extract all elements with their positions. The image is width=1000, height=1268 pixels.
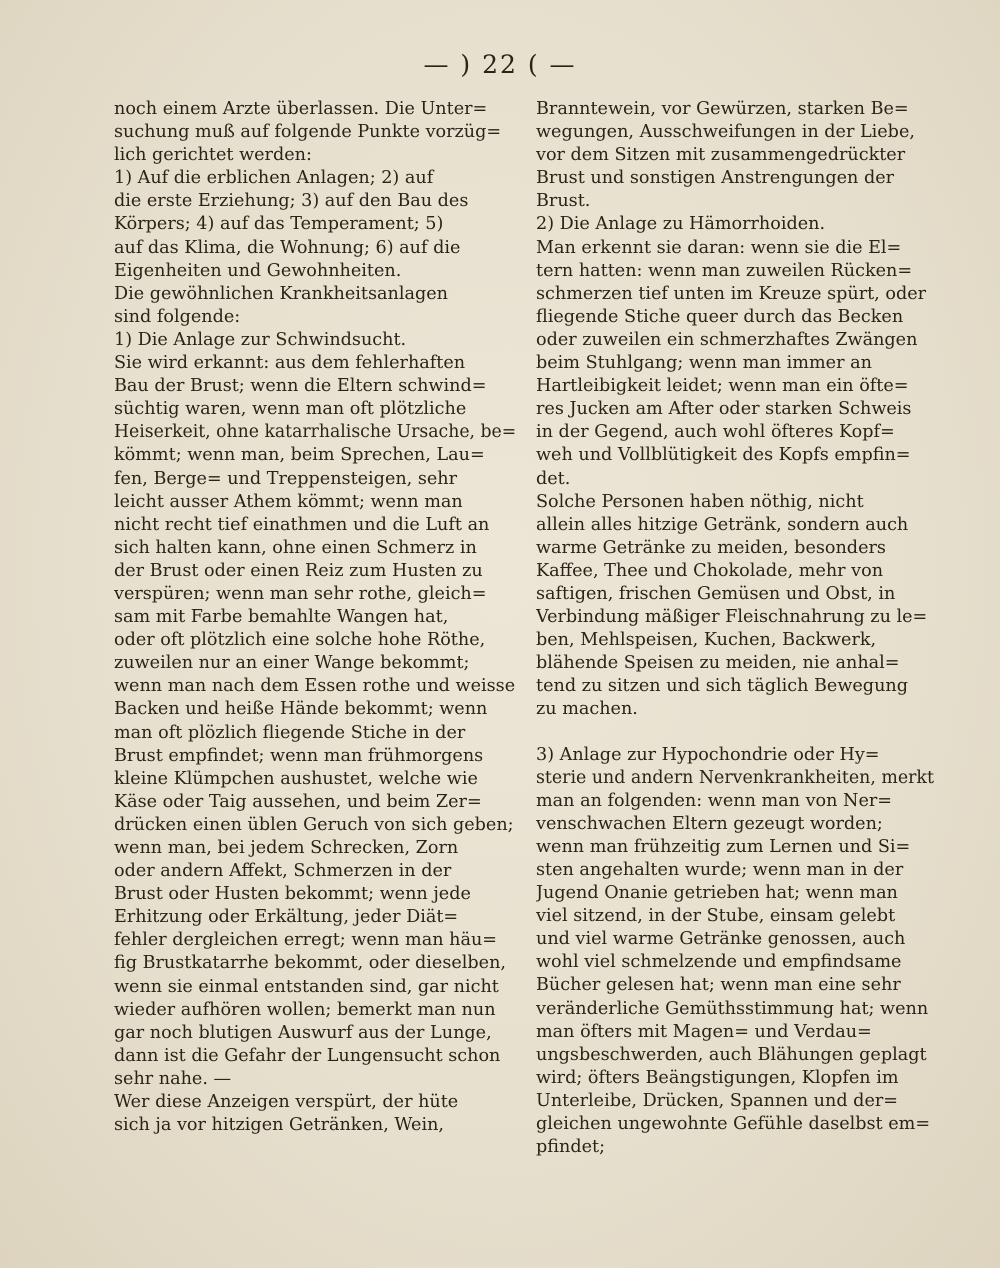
text-line: schmerzen tief unten im Kreuze spürt, oder: [536, 283, 927, 304]
text-line: verspüren; wenn man sehr rothe, gleich=: [114, 583, 487, 604]
text-line: gar noch blutigen Auswurf aus der Lunge,: [114, 1022, 492, 1043]
text-line: Körpers; 4) auf das Temperament; 5): [114, 214, 444, 235]
text-line: allein alles hitzige Getränk, sondern auch: [536, 514, 909, 535]
text-line: nicht recht tief einathmen und die Luft an: [114, 514, 490, 535]
text-line: Die gewöhnlichen Krankheitsanlagen: [114, 283, 448, 304]
text-line: sam mit Farbe bemahlte Wangen hat,: [114, 607, 449, 628]
text-line: kleine Klümpchen aushustet, welche wie: [114, 768, 478, 789]
text-line: zuweilen nur an einer Wange bekommt;: [114, 653, 470, 674]
text-line: lich gerichtet werden:: [114, 145, 312, 166]
text-line: Wer diese Anzeigen verspürt, der hüte: [114, 1092, 459, 1113]
text-line: oder zuweilen ein schmerzhaftes Zwängen: [536, 329, 918, 350]
text-line: in der Gegend, auch wohl öfteres Kopf=: [536, 422, 895, 443]
text-line: tern hatten: wenn man zuweilen Rücken=: [536, 260, 913, 281]
text-line: Brust oder Husten bekommt; wenn jede: [114, 884, 471, 905]
text-line: saftigen, frischen Gemüsen und Obst, in: [536, 583, 896, 604]
text-line: fen, Berge= und Treppensteigen, sehr: [114, 468, 458, 489]
text-line: wird; öfters Beängstigungen, Klopfen im: [536, 1067, 899, 1088]
text-line: Jugend Onanie getrieben hat; wenn man: [536, 883, 898, 904]
text-line: leicht ausser Athem kömmt; wenn man: [114, 491, 463, 512]
text-line: weh und Vollblütigkeit des Kopfs empfin=: [536, 445, 911, 466]
text-line: kömmt; wenn man, beim Sprechen, Lau=: [114, 445, 485, 466]
text-line: Man erkennt sie daran: wenn sie die El=: [536, 237, 902, 258]
text-line: vor dem Sitzen mit zusammengedrückter: [536, 145, 906, 166]
text-line: oder andern Affekt, Schmerzen in der: [114, 861, 452, 882]
text-line: Bücher gelesen hat; wenn man eine sehr: [536, 975, 901, 996]
text-line: beim Stuhlgang; wenn man immer an: [536, 353, 872, 374]
text-line: pfindet;: [536, 1137, 606, 1158]
text-line: ben, Mehlspeisen, Kuchen, Backwerk,: [536, 630, 877, 651]
text-line: gleichen ungewohnte Gefühle daselbst em=: [536, 1114, 931, 1135]
text-line: zu machen.: [536, 699, 638, 720]
text-line: 2) Die Anlage zu Hämorrhoiden.: [536, 214, 826, 235]
text-line: und viel warme Getränke genossen, auch: [536, 929, 906, 950]
text-line: wenn man frühzeitig zum Lernen und Si=: [536, 836, 911, 857]
text-line: Solche Personen haben nöthig, nicht: [536, 491, 864, 512]
text-line: sich halten kann, ohne einen Schmerz in: [114, 537, 477, 558]
text-line: die erste Erziehung; 3) auf den Bau des: [114, 191, 469, 212]
text-line: man oft plözlich fliegende Stiche in der: [114, 722, 466, 743]
text-line: res Jucken am After oder starken Schweis: [536, 399, 912, 420]
text-line: veränderliche Gemüthsstimmung hat; wenn: [536, 998, 929, 1019]
text-line: suchung muß auf folgende Punkte vorzüg=: [114, 122, 502, 143]
text-line: fliegende Stiche queer durch das Becken: [536, 306, 904, 327]
text-line: viel sitzend, in der Stube, einsam gelebt: [536, 906, 896, 927]
text-line: wieder aufhören wollen; bemerkt man nun: [114, 999, 496, 1020]
text-line: fig Brustkatarrhe bekommt, oder dieselben,: [114, 953, 507, 974]
text-line: Sie wird erkannt: aus dem fehlerhaften: [114, 353, 466, 374]
text-line: man öfters mit Magen= und Verdau=: [536, 1021, 872, 1042]
text-line: Brust.: [536, 191, 591, 212]
text-line: wenn sie einmal entstanden sind, gar nicht: [114, 976, 499, 997]
text-line: dann ist die Gefahr der Lungensucht schon: [114, 1045, 501, 1066]
text-line: Verbindung mäßiger Fleischnahrung zu le=: [536, 607, 928, 628]
text-line: wegungen, Ausschweifungen in der Liebe,: [536, 122, 915, 143]
text-line: sten angehalten wurde; wenn man in der: [536, 860, 904, 880]
text-line: süchtig waren, wenn man oft plötzliche: [114, 399, 467, 420]
text-line: sterie und andern Nervenkrankheiten, merkt: [536, 767, 934, 788]
text-line: noch einem Arzte überlassen. Die Unter=: [114, 99, 488, 119]
text-line: blähende Speisen zu meiden, nie anhal=: [536, 653, 900, 674]
right-column-part-a: [536, 98, 934, 722]
text-line: Brust empfindet; wenn man frühmorgens: [114, 745, 484, 766]
text-line: der Brust oder einen Reiz zum Husten zu: [114, 560, 483, 581]
text-line: oder oft plötzlich eine solche hohe Röthe,: [114, 630, 486, 651]
text-line: man an folgenden: wenn man von Ner=: [536, 790, 893, 811]
text-line: det.: [536, 468, 571, 489]
text-line: Unterleibe, Drücken, Spannen und der=: [536, 1090, 899, 1111]
text-line: sich ja vor hitzigen Getränken, Wein,: [114, 1115, 444, 1136]
text-line: Eigenheiten und Gewohnheiten.: [114, 260, 402, 281]
page-number-header: — ) 22 ( —: [423, 50, 577, 79]
text-line: Branntewein, vor Gewürzen, starken Be=: [536, 99, 909, 119]
text-line: sind folgende:: [114, 306, 241, 327]
text-line: Backen und heiße Hände bekommt; wenn: [114, 699, 488, 720]
text-line: warme Getränke zu meiden, besonders: [536, 537, 886, 558]
text-line: wohl viel schmelzende und empfindsame: [536, 952, 902, 973]
text-line: fehler dergleichen erregt; wenn man häu=: [114, 930, 498, 951]
text-line: venschwachen Eltern gezeugt worden;: [536, 813, 883, 834]
text-line: Kaffee, Thee und Chokolade, mehr von: [536, 560, 884, 581]
text-line: drücken einen üblen Geruch von sich geben;: [114, 814, 514, 835]
text-line: Brust und sonstigen Anstrengungen der: [536, 168, 895, 189]
right-column: [536, 98, 934, 1159]
right-column-part-b: [536, 744, 934, 1160]
text-line: 3) Anlage zur Hypochondrie oder Hy=: [536, 744, 880, 765]
text-line: auf das Klima, die Wohnung; 6) auf die: [114, 237, 461, 258]
text-line: Bau der Brust; wenn die Eltern schwind=: [114, 376, 487, 397]
text-line: Heiserkeit, ohne katarrhalische Ursache, be=: [114, 422, 516, 443]
text-line: sehr nahe. —: [114, 1068, 232, 1089]
text-line: tend zu sitzen und sich täglich Bewegung: [536, 676, 908, 697]
text-line: wenn man nach dem Essen rothe und weisse: [114, 676, 516, 697]
left-column: [114, 98, 516, 1137]
text-line: Erhitzung oder Erkältung, jeder Diät=: [114, 907, 459, 928]
text-line: ungsbeschwerden, auch Blähungen geplagt: [536, 1044, 927, 1065]
text-line: Hartleibigkeit leidet; wenn man ein öfte=: [536, 376, 909, 397]
text-line: Käse oder Taig aussehen, und beim Zer=: [114, 791, 482, 812]
text-line: 1) Auf die erblichen Anlagen; 2) auf: [114, 168, 434, 189]
text-line: 1) Die Anlage zur Schwindsucht.: [114, 329, 407, 350]
text-line: wenn man, bei jedem Schrecken, Zorn: [114, 838, 459, 858]
